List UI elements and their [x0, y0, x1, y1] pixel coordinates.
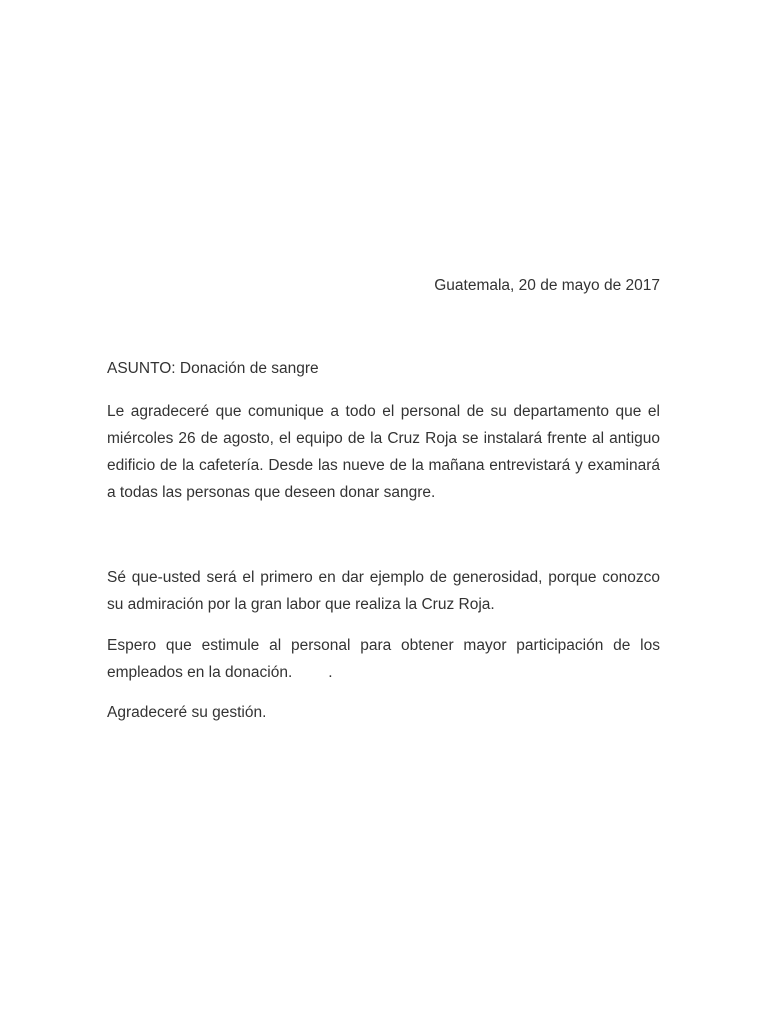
letter-subject: ASUNTO: Donación de sangre [107, 360, 319, 377]
letter-closing: Agradeceré su gestión. [107, 704, 267, 721]
letter-paragraph-2: Sé que-usted será el primero en dar ejemplo de generosidad, porque conozco su admiración por la gran labor que realiza la Cruz Roja. [107, 569, 660, 613]
letter-paragraph-3-text: Espero que estimule al personal para obtener mayor participación de los empleados en la donación. [107, 637, 660, 681]
letter-paragraph-3 [107, 632, 660, 686]
letter-date: Guatemala, 20 de mayo de 2017 [434, 277, 660, 294]
stray-period: . [328, 664, 333, 681]
letter-paragraph-1: Le agradeceré que comunique a todo el personal de su departamento que el miércoles 26 de agosto, el equipo de la Cruz Roja se instalará frente al antiguo edificio de la cafetería. Desde las nueve de la mañana entrevistará y examinará a todas las personas que deseen donar sangre. [107, 403, 660, 501]
